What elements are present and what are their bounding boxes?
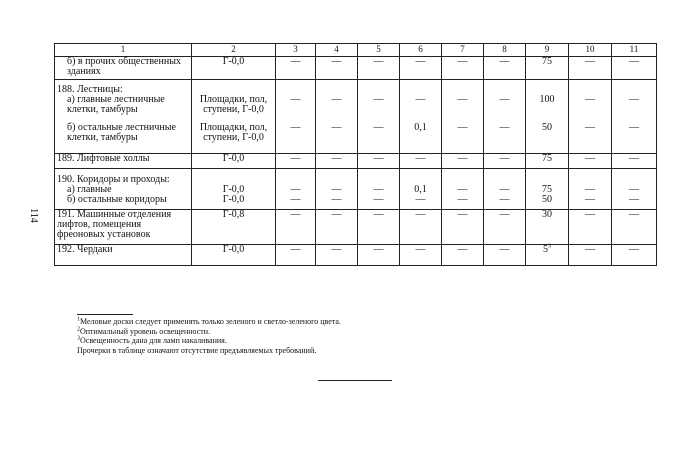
cell: —: [484, 185, 526, 195]
cell: —: [358, 154, 400, 169]
table-row: [55, 154, 657, 169]
table-row: [55, 123, 657, 154]
footnote-text: Прочерки в таблице означают отсутствие предъявляемых требований.: [77, 345, 317, 355]
cell: —: [612, 195, 657, 210]
cell: —: [276, 95, 316, 123]
cell: —: [612, 123, 657, 154]
footnote-1: [77, 317, 341, 327]
footnote-mark: 3: [77, 335, 80, 342]
cell: —: [484, 57, 526, 80]
cell: 75: [526, 57, 569, 80]
cell: —: [358, 210, 400, 245]
row-mark: Г-0,8: [192, 210, 276, 245]
cell: —: [484, 195, 526, 210]
cell: —: [442, 185, 484, 195]
cell: —: [316, 57, 358, 80]
row-name: 191. Машинные отделения лифтов, помещения фреоновых установок: [55, 210, 192, 245]
cell: —: [484, 154, 526, 169]
cell: —: [612, 210, 657, 245]
cell: —: [569, 210, 612, 245]
row-name: а) главные: [55, 185, 192, 195]
cell: —: [400, 210, 442, 245]
cell: —: [316, 154, 358, 169]
row-name: б) в прочих общественных зданиях: [55, 57, 192, 80]
cell: —: [400, 95, 442, 123]
table-row: [55, 210, 657, 245]
row-name: б) остальные коридоры: [55, 195, 192, 210]
cell: —: [316, 185, 358, 195]
page-number: 114: [27, 208, 39, 223]
cell: [526, 245, 569, 266]
cell: 75: [526, 185, 569, 195]
cell: 0,1: [400, 123, 442, 154]
cell: —: [569, 123, 612, 154]
col-header: 4: [316, 44, 358, 57]
cell: —: [569, 154, 612, 169]
cell: 75: [526, 154, 569, 169]
footnote-4: [77, 346, 341, 356]
row-name: 190. Коридоры и проходы:: [55, 169, 192, 186]
table-row: [55, 95, 657, 123]
cell: —: [358, 95, 400, 123]
cell: 50: [526, 123, 569, 154]
cell: —: [442, 210, 484, 245]
table-row: [55, 57, 657, 80]
row-name: 192. Чердаки: [55, 245, 192, 266]
footnote-mark: 1: [77, 316, 80, 323]
illumination-table: [54, 43, 657, 266]
row-mark: Площадки, пол, ступени, Г-0,0: [192, 123, 276, 154]
row-mark: Г-0,0: [192, 154, 276, 169]
col-header: 7: [442, 44, 484, 57]
cell: —: [358, 245, 400, 266]
col-header: 6: [400, 44, 442, 57]
cell: —: [569, 185, 612, 195]
cell: —: [484, 210, 526, 245]
table-row: [55, 245, 657, 266]
cell-value: 5: [543, 244, 548, 255]
row-mark: Г-0,0: [192, 185, 276, 195]
row-name: 189. Лифтовые холлы: [55, 154, 192, 169]
cell: —: [442, 195, 484, 210]
col-header: 11: [612, 44, 657, 57]
cell: —: [316, 245, 358, 266]
col-header: 10: [569, 44, 612, 57]
cell: —: [442, 57, 484, 80]
cell: —: [569, 195, 612, 210]
col-header: 1: [55, 44, 192, 57]
row-mark: Г-0,0: [192, 57, 276, 80]
col-header: 9: [526, 44, 569, 57]
footnote-3: [77, 336, 341, 346]
cell: —: [569, 57, 612, 80]
row-mark: Г-0,0: [192, 245, 276, 266]
cell: 30: [526, 210, 569, 245]
footnote-ref: 3: [548, 243, 551, 250]
cell: —: [316, 95, 358, 123]
cell: —: [400, 195, 442, 210]
cell: 0,1: [400, 185, 442, 195]
cell: —: [484, 95, 526, 123]
cell: —: [442, 123, 484, 154]
footnote-text: Оптимальный уровень освещенности.: [80, 326, 211, 336]
cell: —: [569, 245, 612, 266]
cell: —: [612, 154, 657, 169]
cell: —: [484, 245, 526, 266]
table-row: [55, 80, 657, 96]
cell: —: [276, 123, 316, 154]
cell: —: [358, 57, 400, 80]
cell: —: [400, 245, 442, 266]
cell: 100: [526, 95, 569, 123]
cell: —: [442, 95, 484, 123]
cell: —: [442, 245, 484, 266]
cell: —: [612, 245, 657, 266]
col-header: 3: [276, 44, 316, 57]
footnote-text: Меловые доски следует применять только зеленого и светло-зеленого цвета.: [80, 317, 341, 326]
cell: —: [612, 95, 657, 123]
cell: 50: [526, 195, 569, 210]
cell: —: [316, 195, 358, 210]
table-row: [55, 169, 657, 186]
cell: —: [276, 154, 316, 169]
footnote-2: [77, 327, 341, 337]
cell: —: [569, 95, 612, 123]
col-header: 2: [192, 44, 276, 57]
cell: —: [484, 123, 526, 154]
row-mark: Площадки, пол, ступени, Г-0,0: [192, 95, 276, 123]
cell: —: [612, 185, 657, 195]
footnote-rule: [77, 314, 133, 315]
cell: —: [400, 154, 442, 169]
cell: —: [358, 123, 400, 154]
table-row: [55, 195, 657, 210]
row-mark: Г-0,0: [192, 195, 276, 210]
cell: —: [316, 210, 358, 245]
cell: —: [400, 57, 442, 80]
cell: —: [358, 185, 400, 195]
col-header: 8: [484, 44, 526, 57]
footnotes: [77, 317, 341, 355]
cell: —: [276, 57, 316, 80]
cell: —: [358, 195, 400, 210]
cell: —: [612, 57, 657, 80]
row-name: б) остальные лестничные клетки, тамбуры: [55, 123, 192, 154]
header-row: [55, 44, 657, 57]
cell: —: [442, 154, 484, 169]
cell: —: [316, 123, 358, 154]
end-rule: [318, 380, 392, 381]
row-name: а) главные лестничные клетки, тамбуры: [55, 95, 192, 123]
footnote-mark: 2: [77, 325, 80, 332]
cell: —: [276, 210, 316, 245]
cell: —: [276, 245, 316, 266]
footnote-text: Освещенность дана для ламп накаливания.: [80, 336, 227, 345]
col-header: 5: [358, 44, 400, 57]
cell: —: [276, 185, 316, 195]
row-name: 188. Лестницы:: [55, 80, 192, 96]
cell: —: [276, 195, 316, 210]
